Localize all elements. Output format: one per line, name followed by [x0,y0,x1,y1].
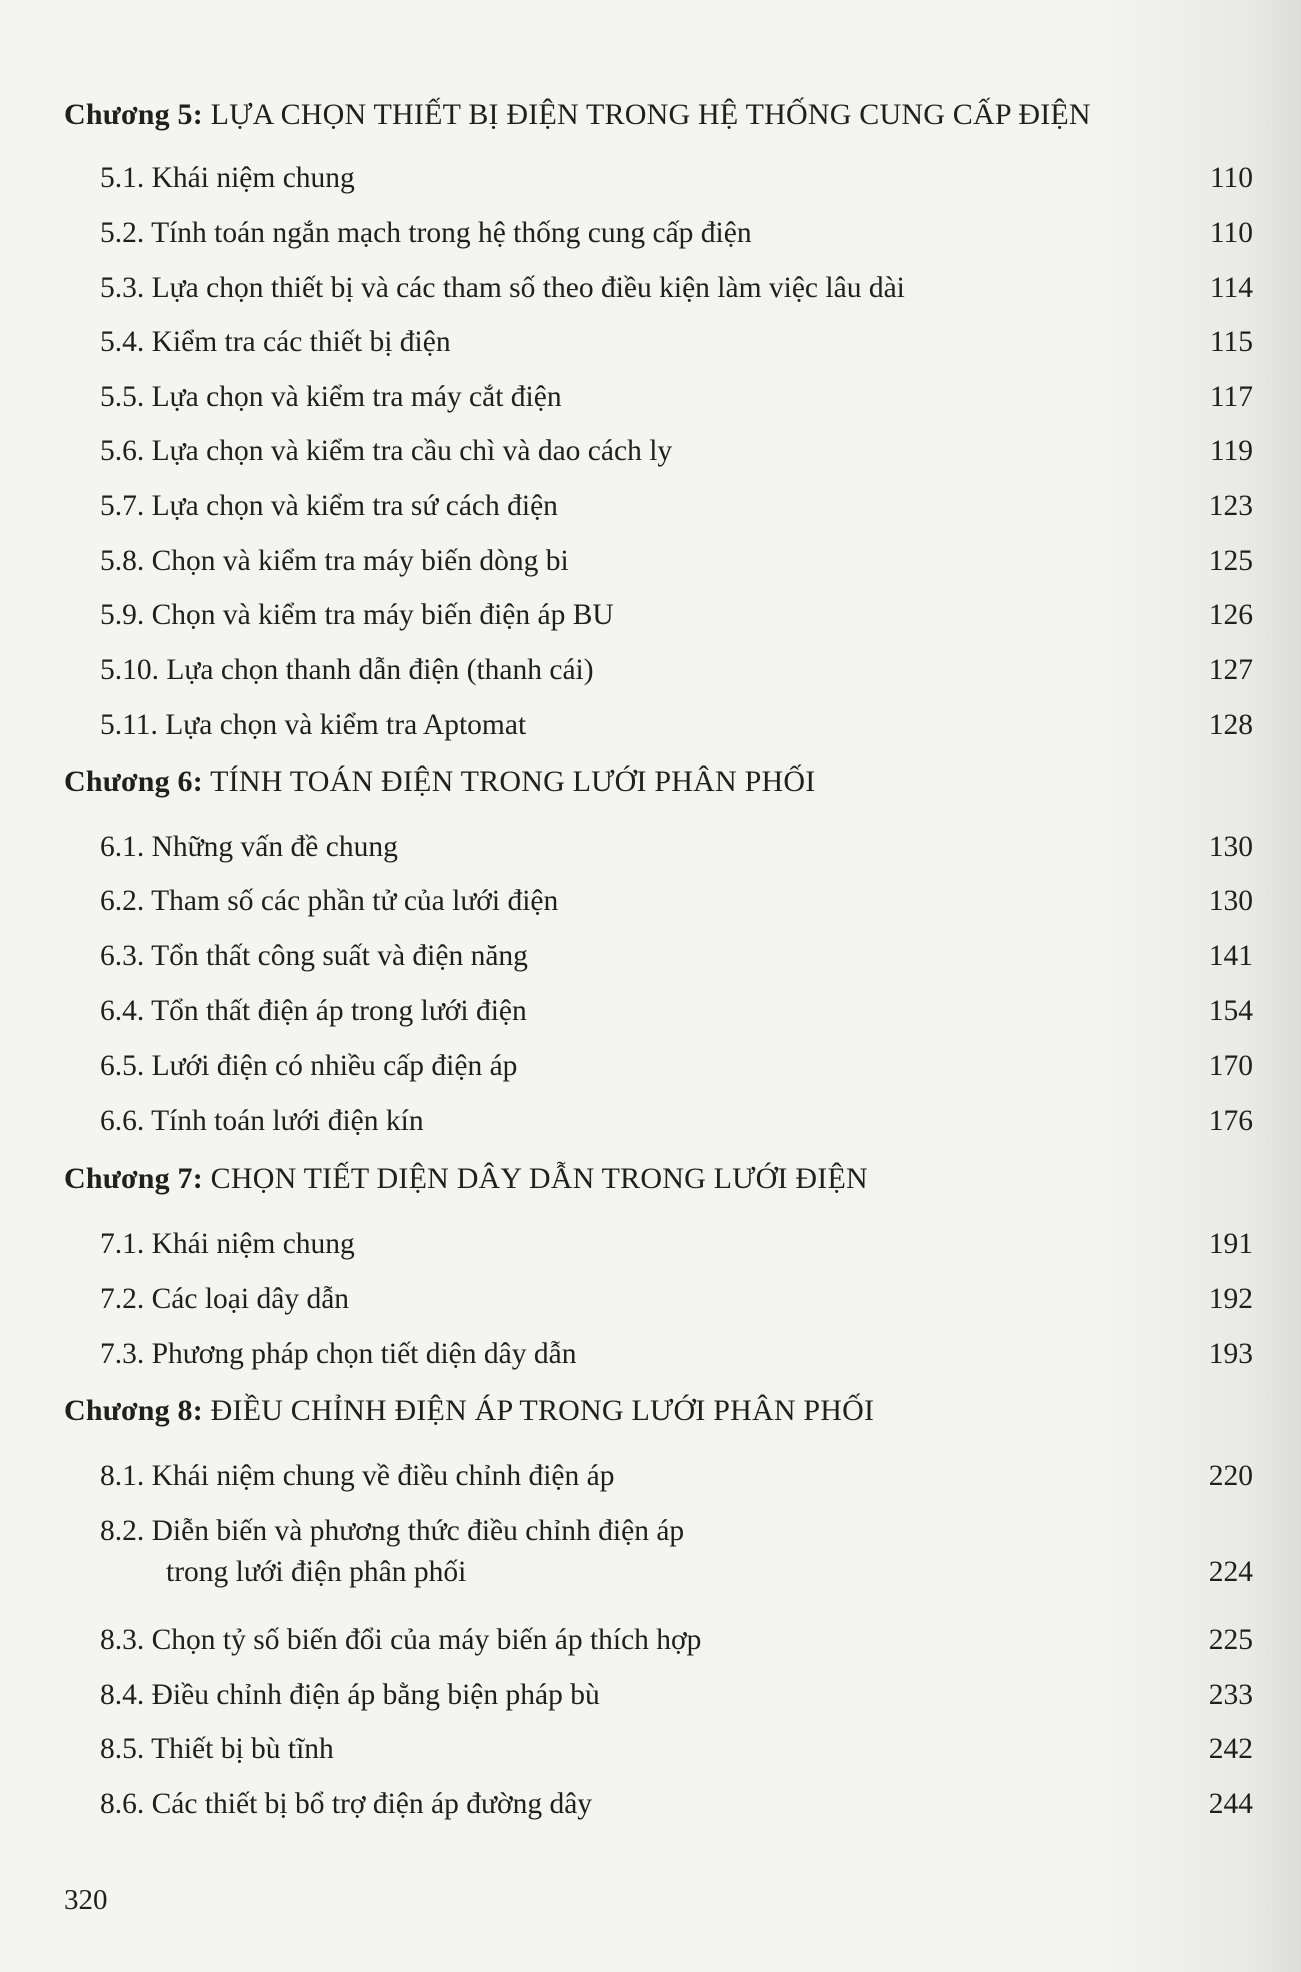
entry-page: 193 [1208,1338,1253,1370]
entry-title: 5.6. Lựa chọn và kiểm tra cầu chì và dao cách ly [100,435,673,467]
chapter-5-heading [64,98,1091,132]
entry-title: 7.3. Phương pháp chọn tiết diện dây dẫn [100,1338,577,1370]
entry-page: 123 [1208,490,1253,522]
entry-title: 5.8. Chọn và kiểm tra máy biến dòng bi [100,545,569,577]
entry-title: 8.4. Điều chỉnh điện áp bằng biện pháp bù [100,1679,600,1711]
entry-title: 8.3. Chọn tỷ số biến đổi của máy biến áp thích hợp [100,1624,702,1656]
entry-page: 170 [1208,1050,1253,1082]
entry-title: 5.1. Khái niệm chung [100,162,355,194]
toc-entry [100,326,1253,366]
entry-page: 110 [1209,217,1253,249]
toc-entry [100,1105,1253,1145]
entry-page: 110 [1209,162,1253,194]
entry-page: 176 [1208,1105,1253,1137]
chapter-title: CHỌN TIẾT DIỆN DÂY DẪN TRONG LƯỚI ĐIỆN [210,1162,868,1195]
entry-title: 7.2. Các loại dây dẫn [100,1283,350,1315]
entry-title-continuation: trong lưới điện phân phối [166,1556,467,1588]
toc-entry [100,1733,1253,1773]
entry-title: 5.9. Chọn và kiểm tra máy biến điện áp BU [100,599,614,631]
chapter-prefix: Chương 8: [64,1394,203,1427]
entry-page: 191 [1208,1228,1253,1260]
entry-page: 244 [1208,1788,1253,1820]
chapter-prefix: Chương 5: [64,98,203,131]
toc-entry [100,709,1253,749]
toc-entry [100,1460,1253,1500]
chapter-7-heading [64,1162,868,1196]
entry-title: 6.2. Tham số các phần tử của lưới điện [100,885,559,917]
entry-page: 115 [1209,326,1253,358]
entry-page: 127 [1208,654,1253,686]
entry-title: 6.4. Tổn thất điện áp trong lưới điện [100,995,527,1027]
entry-title: 8.5. Thiết bị bù tĩnh [100,1733,334,1765]
entry-page: 225 [1208,1624,1253,1656]
toc-entry [100,1788,1253,1828]
toc-entry [100,1515,1253,1595]
toc-entry [100,1050,1253,1090]
entry-title: 6.6. Tính toán lưới điện kín [100,1105,424,1137]
toc-entry [100,1624,1253,1664]
entry-title: 6.5. Lưới điện có nhiều cấp điện áp [100,1050,518,1082]
toc-entry [100,599,1253,639]
entry-page: 126 [1208,599,1253,631]
toc-entry [100,1338,1253,1378]
entry-page: 128 [1208,709,1253,741]
toc-entry [100,940,1253,980]
entry-page: 117 [1209,381,1253,413]
toc-entry [100,1679,1253,1719]
chapter-prefix: Chương 6: [64,765,203,798]
entry-title: 6.1. Những vấn đề chung [100,831,398,863]
toc-entry [100,381,1253,421]
chapter-6-heading [64,765,815,799]
entry-page: 220 [1208,1460,1253,1492]
entry-title: 5.2. Tính toán ngắn mạch trong hệ thống cung cấp điện [100,217,752,249]
entry-page: 192 [1208,1283,1253,1315]
entry-title: 5.3. Lựa chọn thiết bị và các tham số theo điều kiện làm việc lâu dài [100,272,905,304]
entry-page: 119 [1209,435,1253,467]
toc-entry [100,1228,1253,1268]
entry-title: 5.10. Lựa chọn thanh dẫn điện (thanh cái) [100,654,594,686]
entry-title: 5.5. Lựa chọn và kiểm tra máy cắt điện [100,381,562,413]
entry-title: 7.1. Khái niệm chung [100,1228,355,1260]
entry-title: 5.4. Kiểm tra các thiết bị điện [100,326,451,358]
toc-entry [100,217,1253,257]
entry-page: 114 [1209,272,1253,304]
toc-entry [100,654,1253,694]
toc-entry [100,995,1253,1035]
chapter-title: TÍNH TOÁN ĐIỆN TRONG LƯỚI PHÂN PHỐI [210,765,816,798]
entry-title: 5.11. Lựa chọn và kiểm tra Aptomat [100,709,527,741]
entry-page: 224 [1208,1556,1253,1588]
toc-entry [100,162,1253,202]
chapter-title: LỰA CHỌN THIẾT BỊ ĐIỆN TRONG HỆ THỐNG CUNG CẤP ĐIỆN [210,98,1091,131]
toc-entry [100,435,1253,475]
entry-page: 141 [1208,940,1253,972]
chapter-title: ĐIỀU CHỈNH ĐIỆN ÁP TRONG LƯỚI PHÂN PHỐI [210,1394,875,1427]
entry-page: 125 [1208,545,1253,577]
entry-page: 130 [1208,831,1253,863]
chapter-8-heading [64,1394,874,1428]
toc-entry [100,831,1253,871]
entry-page: 154 [1208,995,1253,1027]
entry-page: 130 [1208,885,1253,917]
entry-title: 6.3. Tổn thất công suất và điện năng [100,940,528,972]
entry-page: 242 [1208,1733,1253,1765]
toc-entry [100,885,1253,925]
toc-entry [100,272,1253,312]
entry-title: 8.2. Diễn biến và phương thức điều chỉnh điện áp [100,1515,685,1547]
entry-title: 5.7. Lựa chọn và kiểm tra sứ cách điện [100,490,558,522]
entry-page: 233 [1208,1679,1253,1711]
page-number: 320 [64,1884,108,1916]
toc-entry [100,1283,1253,1323]
chapter-prefix: Chương 7: [64,1162,203,1195]
toc-entry [100,545,1253,585]
entry-title: 8.6. Các thiết bị bổ trợ điện áp đường dây [100,1788,593,1820]
toc-entry [100,490,1253,530]
entry-title: 8.1. Khái niệm chung về điều chỉnh điện áp [100,1460,615,1492]
